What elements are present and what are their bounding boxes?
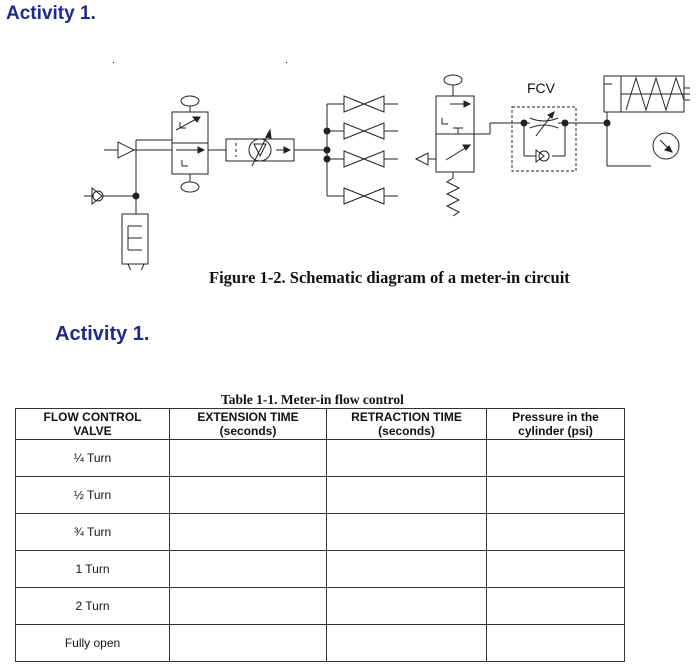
header-row — [16, 409, 625, 440]
valve-setting-cell: 2 Turn — [16, 588, 170, 625]
header-pressure: Pressure in the cylinder (psi) — [487, 409, 625, 440]
manual-valve-left-symbol — [172, 96, 226, 192]
pressure-cell[interactable] — [487, 477, 625, 514]
needle-valve-manifold-symbol — [324, 96, 398, 204]
valve-setting-cell: 1 Turn — [16, 551, 170, 588]
header-retraction-time: RETRACTION TIME (seconds) — [327, 409, 487, 440]
pressure-gauge-symbol — [607, 123, 679, 166]
table-row — [16, 477, 625, 514]
header-extension-time: EXTENSION TIME (seconds) — [170, 409, 327, 440]
cylinder-symbol — [604, 76, 690, 123]
pressure-cell[interactable] — [487, 625, 625, 662]
pressure-cell[interactable] — [487, 514, 625, 551]
flow-control-valve-symbol — [512, 80, 610, 171]
extension-time-cell[interactable] — [170, 477, 327, 514]
flow-control-table — [15, 408, 625, 662]
retraction-time-cell[interactable] — [327, 440, 487, 477]
table-title: Table 1-1. Meter-in flow control — [221, 392, 404, 407]
spring-valve-right-symbol — [416, 75, 512, 216]
retraction-time-cell[interactable] — [327, 625, 487, 662]
extension-time-cell[interactable] — [170, 625, 327, 662]
activity-heading-middle: Activity 1. — [55, 323, 150, 345]
pressure-source-symbol — [104, 142, 172, 158]
valve-setting-cell: ¾ Turn — [16, 514, 170, 551]
pressure-cell[interactable] — [487, 588, 625, 625]
pressure-cell[interactable] — [487, 551, 625, 588]
extension-time-cell[interactable] — [170, 551, 327, 588]
flow-meter-symbol — [226, 130, 327, 166]
fcv-label: FCV — [527, 80, 555, 96]
retraction-time-cell[interactable] — [327, 588, 487, 625]
table-row — [16, 440, 625, 477]
extension-time-cell[interactable] — [170, 440, 327, 477]
retraction-time-cell[interactable] — [327, 514, 487, 551]
activity-heading-top: Activity 1. — [6, 3, 96, 24]
pressure-cell[interactable] — [487, 440, 625, 477]
retraction-time-cell[interactable] — [327, 477, 487, 514]
retraction-time-cell[interactable] — [327, 551, 487, 588]
table-row — [16, 514, 625, 551]
table-row — [16, 551, 625, 588]
extension-time-cell[interactable] — [170, 514, 327, 551]
valve-setting-cell: Fully open — [16, 625, 170, 662]
drain-filter-symbol — [122, 214, 148, 270]
table-row — [16, 588, 625, 625]
valve-setting-cell: ¼ Turn — [16, 440, 170, 477]
header-flow-control-valve: FLOW CONTROL VALVE — [16, 409, 170, 440]
check-valve-symbol — [84, 140, 172, 214]
valve-setting-cell: ½ Turn — [16, 477, 170, 514]
figure-caption: Figure 1-2. Schematic diagram of a meter-in circuit — [209, 268, 570, 287]
meter-in-schematic — [0, 40, 700, 270]
extension-time-cell[interactable] — [170, 588, 327, 625]
table-row — [16, 625, 625, 662]
